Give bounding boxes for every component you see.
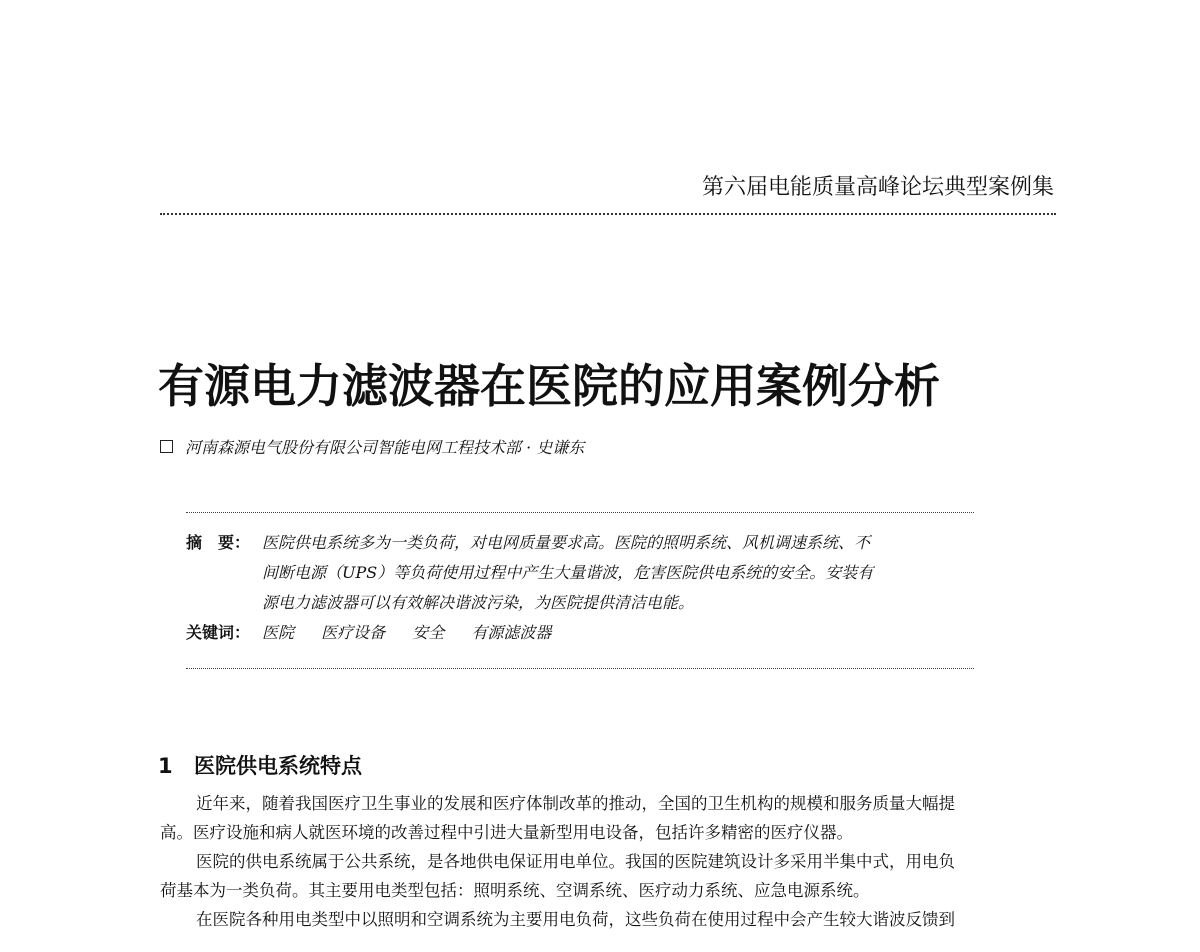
section-heading <box>158 750 362 780</box>
body-line: 在医院各种用电类型中以照明和空调系统为主要用电负荷，这些负荷在使用过程中会产生较大谐波反馈到 <box>196 910 955 929</box>
keywords-row <box>186 618 974 648</box>
abstract-row <box>186 528 974 618</box>
abstract-label: 摘 要： <box>186 533 251 552</box>
body-line: 高。医疗设施和病人就医环境的改善过程中引进大量新型用电设备，包括许多精密的医疗仪器。 <box>160 823 853 842</box>
keyword: 安全 <box>412 623 445 642</box>
abstract-line: 医院供电系统多为一类负荷，对电网质量要求高。医院的照明系统、风机调速系统、不 <box>262 533 871 552</box>
body-line: 医院的供电系统属于公共系统，是各地供电保证用电单位。我国的医院建筑设计多采用半集中式，用电负 <box>196 852 955 871</box>
header-divider <box>160 213 1056 215</box>
body-line: 荷基本为一类负荷。其主要用电类型包括：照明系统、空调系统、医疗动力系统、应急电源系统。 <box>160 881 870 900</box>
keywords-label: 关键词： <box>186 623 251 642</box>
abstract-top-divider <box>186 512 974 513</box>
section-body <box>160 789 1056 934</box>
abstract-line: 间断电源（UPS）等负荷使用过程中产生大量谐波，危害医院供电系统的安全。安装有 <box>262 563 874 582</box>
keyword: 有源滤波器 <box>471 623 552 642</box>
section-title: 医院供电系统特点 <box>194 754 362 778</box>
keywords-list <box>262 618 573 648</box>
keyword: 医院 <box>262 623 295 642</box>
paper-title: 有源电力滤波器在医院的应用案例分析 <box>158 359 940 413</box>
author-line <box>160 435 584 458</box>
running-header: 第六届电能质量高峰论坛典型案例集 <box>701 175 1054 200</box>
square-bullet-icon <box>160 440 173 453</box>
body-line: 近年来，随着我国医疗卫生事业的发展和医疗体制改革的推动，全国的卫生机构的规模和服务质量大幅提 <box>196 794 955 813</box>
abstract-block <box>186 528 974 648</box>
keyword: 医疗设备 <box>321 623 386 642</box>
section-number: 1 <box>158 754 173 778</box>
abstract-line: 源电力滤波器可以有效解决谐波污染，为医院提供清洁电能。 <box>262 593 695 612</box>
abstract-text <box>262 528 974 618</box>
author-affiliation: 河南森源电气股份有限公司智能电网工程技术部 · 史谦东 <box>185 438 585 457</box>
abstract-bottom-divider <box>186 668 974 669</box>
